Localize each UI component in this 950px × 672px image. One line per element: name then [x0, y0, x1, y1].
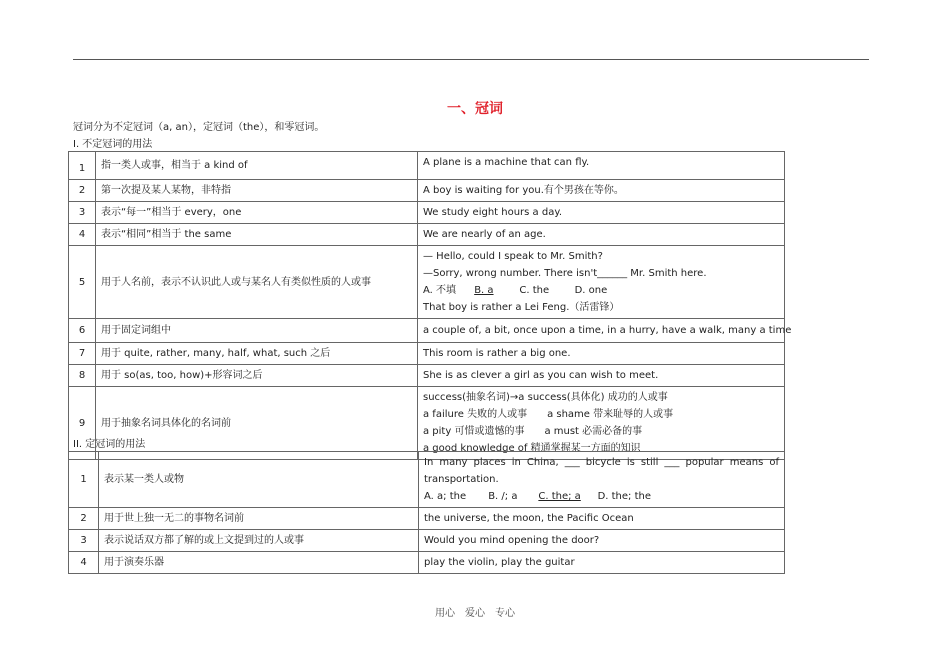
row-number: 2	[69, 508, 99, 530]
example-cell	[419, 452, 785, 508]
option-c: C. the	[519, 285, 550, 296]
table-row	[69, 452, 785, 508]
option-a: A. 不填	[423, 285, 457, 296]
example-cell: Would you mind opening the door?	[419, 530, 785, 552]
usage-cell: 用于 quite, rather, many, half, what, such 之后	[96, 343, 418, 365]
row-number: 5	[69, 246, 96, 319]
row-number: 9	[69, 387, 96, 460]
usage-cell: 用于固定词组中	[96, 319, 418, 343]
row-number: 3	[69, 202, 96, 224]
table-row	[69, 508, 785, 530]
table-row	[69, 387, 785, 460]
option-a: A. a; the	[424, 491, 467, 502]
section-heading-definite: II. 定冠词的用法	[73, 439, 146, 450]
definite-article-table	[68, 451, 785, 574]
usage-cell: 用于世上独一无二的事物名词前	[99, 508, 419, 530]
usage-cell: 用于 so(as, too, how)+形容词之后	[96, 365, 418, 387]
row-number: 6	[69, 319, 96, 343]
example-line: a pity 可惜或遗憾的事 a must 必需必备的事	[423, 426, 643, 437]
usage-cell: 用于人名前，表示不认识此人或与某名人有类似性质的人或事	[96, 246, 418, 319]
example-cell: This room is rather a big one.	[418, 343, 785, 365]
example-line: success(抽象名词)→a success(具体化) 成功的人或事	[423, 392, 668, 403]
table-row	[69, 343, 785, 365]
row-number: 4	[69, 552, 99, 574]
example-line: —Sorry, wrong number. There isn't______ Mr. Smith here.	[423, 268, 707, 279]
example-line: That boy is rather a Lei Feng.（活雷锋）	[423, 302, 620, 313]
example-cell: We study eight hours a day.	[418, 202, 785, 224]
option-c-answer: C. the; a	[538, 491, 581, 502]
example-cell: A plane is a machine that can fly.	[418, 152, 785, 180]
usage-cell: 指一类人或事，相当于 a kind of	[96, 152, 418, 180]
example-cell: We are nearly of an age.	[418, 224, 785, 246]
example-cell: A boy is waiting for you.有个男孩在等你。	[418, 180, 785, 202]
example-cell	[418, 387, 785, 460]
intro-text: 冠词分为不定冠词（a, an），定冠词（the），和零冠词。	[73, 122, 325, 133]
table-row	[69, 202, 785, 224]
example-line: a good knowledge of 精通掌握某一方面的知识	[423, 443, 641, 454]
usage-cell: 用于演奏乐器	[99, 552, 419, 574]
usage-cell: 表示说话双方都了解的或上文提到过的人或事	[99, 530, 419, 552]
example-line: — Hello, could I speak to Mr. Smith?	[423, 251, 603, 262]
row-number: 2	[69, 180, 96, 202]
table-row	[69, 552, 785, 574]
section-heading-indefinite: I. 不定冠词的用法	[73, 139, 153, 150]
table-row	[69, 180, 785, 202]
table-row	[69, 152, 785, 180]
header-rule	[73, 59, 869, 60]
example-cell: the universe, the moon, the Pacific Ocean	[419, 508, 785, 530]
option-b-answer: B. a	[474, 285, 494, 296]
answer-options	[423, 282, 779, 299]
example-cell: She is as clever a girl as you can wish to meet.	[418, 365, 785, 387]
page-title: 一、冠词	[447, 101, 503, 117]
usage-cell: 表示“相同”相当于 the same	[96, 224, 418, 246]
row-number: 8	[69, 365, 96, 387]
option-d: D. the; the	[597, 491, 651, 502]
table-row	[69, 246, 785, 319]
row-number: 1	[69, 152, 96, 180]
usage-cell: 第一次提及某人某物，非特指	[96, 180, 418, 202]
usage-cell: 表示“每一”相当于 every，one	[96, 202, 418, 224]
row-number: 1	[69, 452, 99, 508]
table-row	[69, 530, 785, 552]
option-d: D. one	[574, 285, 608, 296]
table-row	[69, 224, 785, 246]
usage-cell: 表示某一类人或物	[99, 452, 419, 508]
page-footer: 用心 爱心 专心	[435, 608, 515, 619]
answer-options	[424, 488, 779, 505]
row-number: 7	[69, 343, 96, 365]
example-line: In many places in China, ___ bicycle is still ___ popular means of transportation.	[424, 457, 779, 485]
example-line: a failure 失败的人或事 a shame 带来耻辱的人或事	[423, 409, 674, 420]
row-number: 4	[69, 224, 96, 246]
usage-cell: 用于抽象名词具体化的名词前	[96, 387, 418, 460]
table-row	[69, 365, 785, 387]
option-b: B. /; a	[488, 491, 518, 502]
example-cell: play the violin, play the guitar	[419, 552, 785, 574]
example-cell	[418, 246, 785, 319]
row-number: 3	[69, 530, 99, 552]
example-cell: a couple of, a bit, once upon a time, in a hurry, have a walk, many a time	[418, 319, 785, 343]
table-row	[69, 319, 785, 343]
indefinite-article-table	[68, 151, 792, 460]
